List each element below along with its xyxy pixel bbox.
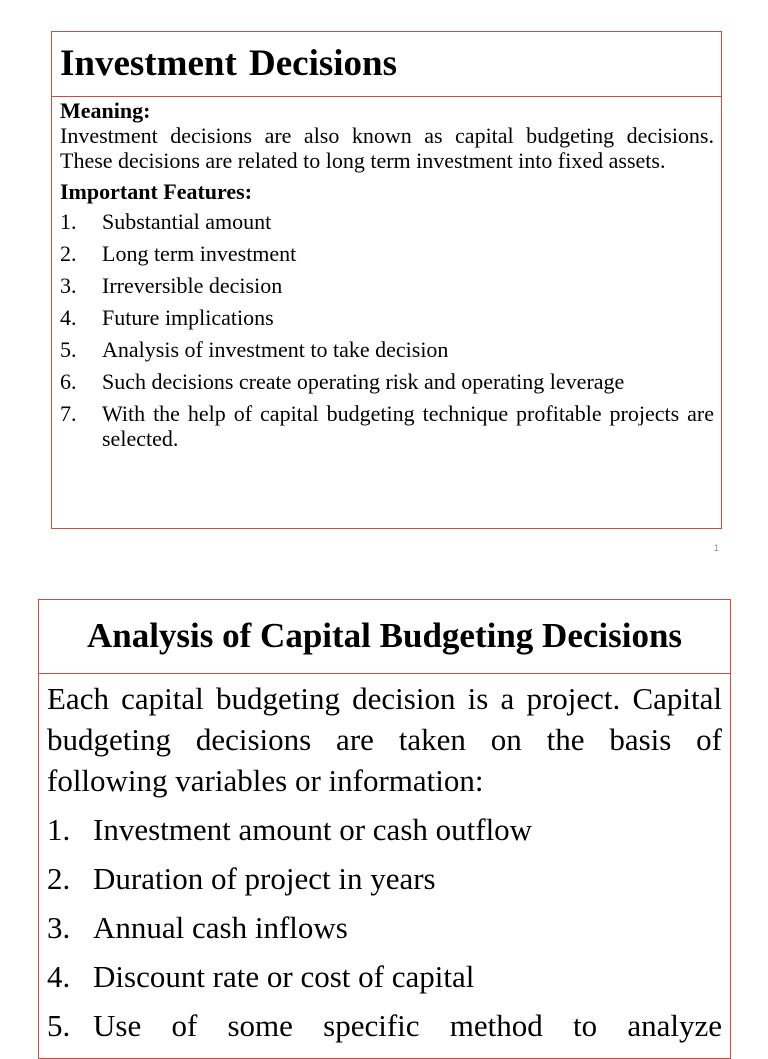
slide-investment-decisions [51,31,722,529]
list-number: 4. [47,959,71,994]
list-text: Analysis of investment to take decision [102,337,449,362]
list-item [47,1005,722,1046]
list-item [60,369,714,394]
slide-body [39,674,730,1046]
meaning-paragraph: Investment decisions are also known as capital budgeting decisions. These decisions are related to long term investment into fixed assets. [60,123,714,173]
slide-body [52,98,721,451]
list-text: Use of some specific method to analyze [93,1008,722,1043]
list-number: 7. [60,401,77,426]
list-item [47,809,722,850]
list-text: Long term investment [102,241,297,266]
list-item [47,907,722,948]
slide-title: Investment Decisions [60,43,398,84]
meaning-heading: Meaning: [60,98,151,123]
list-number: 1. [60,209,77,234]
list-text: Discount rate or cost of capital [93,959,475,994]
list-text: Duration of project in years [93,861,436,896]
slide-capital-budgeting-analysis [38,599,731,1059]
page-number: 1 [714,543,720,553]
list-number: 5. [60,337,77,362]
list-item [60,337,714,362]
list-text: Future implications [102,305,274,330]
features-heading: Important Features: [60,179,253,204]
list-number: 1. [47,812,71,847]
list-item [47,858,722,899]
slide-title-box [39,600,730,674]
list-item [60,305,714,330]
list-text: Substantial amount [102,209,272,234]
list-number: 3. [60,273,77,298]
list-number: 2. [60,241,77,266]
intro-paragraph: Each capital budgeting decision is a project. Capital budgeting decisions are taken on the basis of following variables or information: [47,681,722,798]
slide-title-box [52,32,721,97]
list-item [60,241,714,266]
list-number: 5. [47,1008,71,1043]
list-text: Investment amount or cash outflow [93,812,533,847]
list-number: 3. [47,910,71,945]
list-text: With the help of capital budgeting technique profitable projects are selected. [102,401,714,451]
list-text: Such decisions create operating risk and operating leverage [102,369,625,394]
variables-list [47,809,722,1046]
list-number: 6. [60,369,77,394]
list-text: Annual cash inflows [93,910,348,945]
list-number: 4. [60,305,77,330]
list-text: Irreversible decision [102,273,283,298]
list-item [60,401,714,451]
features-list [60,209,714,451]
list-item [47,956,722,997]
list-item [60,209,714,234]
list-number: 2. [47,861,71,896]
list-item [60,273,714,298]
slide-title: Analysis of Capital Budgeting Decisions [86,616,683,655]
